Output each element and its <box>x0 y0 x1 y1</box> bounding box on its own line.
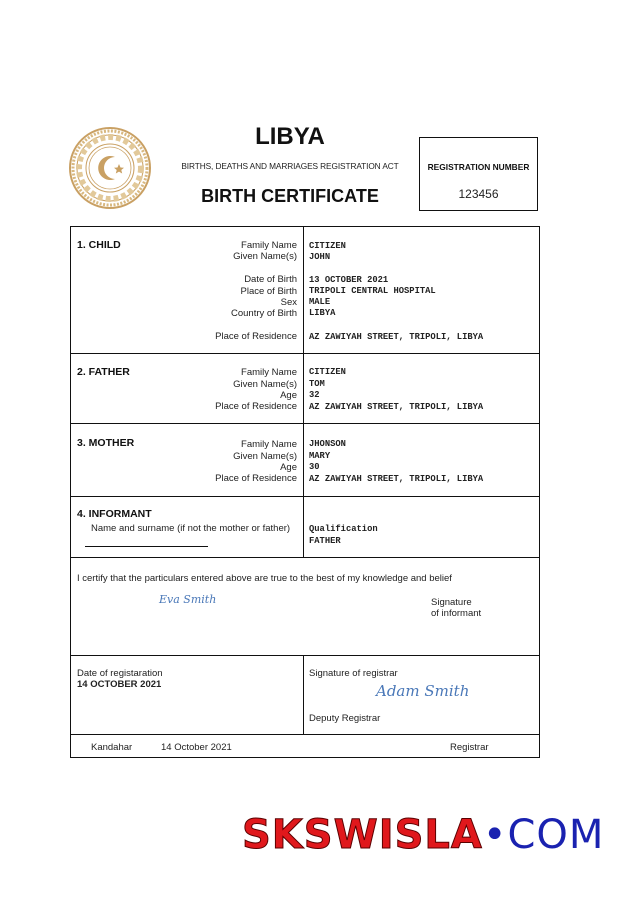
registration-act: BIRTHS, DEATHS AND MARRIAGES REGISTRATION ACT <box>181 161 399 171</box>
informant-signature: Eva Smith <box>159 593 217 606</box>
child-residence-label: Place of Residence <box>215 331 297 342</box>
divider <box>71 353 539 354</box>
informant-name-label: Name and surname (if not the mother or father) <box>91 523 291 534</box>
footer-place: Kandahar <box>91 742 133 753</box>
registration-date-label: Date of registaration <box>77 668 163 679</box>
informant-name-line <box>85 546 208 547</box>
registration-number-label: REGISTRATION NUMBER <box>427 162 530 172</box>
father-residence-label: Place of Residence <box>215 401 297 412</box>
registrar-signature-label: Signature of registrar <box>309 668 398 679</box>
child-country-value: LIBYA <box>309 308 336 318</box>
watermark <box>242 812 604 858</box>
section-title-mother: 3. MOTHER <box>77 437 135 449</box>
child-given-name-value: JOHN <box>309 252 331 262</box>
mother-given-name-label: Given Name(s) <box>233 451 297 462</box>
registration-number-box <box>419 137 538 211</box>
father-age-label: Age <box>280 390 297 401</box>
child-given-name-label: Given Name(s) <box>233 251 297 262</box>
section-title-child: 1. CHILD <box>77 239 121 251</box>
mother-family-name-label: Family Name <box>241 439 297 450</box>
section-title-informant: 4. INFORMANT <box>77 508 152 520</box>
footer-date: 14 October 2021 <box>161 742 232 753</box>
father-given-name-label: Given Name(s) <box>233 379 297 390</box>
registrar-signature: Adam Smith <box>376 682 470 700</box>
father-age-value: 32 <box>309 390 320 400</box>
father-given-name-value: TOM <box>309 379 325 389</box>
section-title-father: 2. FATHER <box>77 366 130 378</box>
mother-age-label: Age <box>280 462 297 473</box>
mother-residence-value: AZ ZAWIYAH STREET, TRIPOLI, LIBYA <box>309 474 484 484</box>
child-pob-label: Place of Birth <box>240 286 297 297</box>
column-divider <box>303 227 304 558</box>
certification-statement: I certify that the particulars entered above are true to the best of my knowledge and belief <box>77 573 452 584</box>
father-family-name-value: CITIZEN <box>309 367 346 377</box>
child-pob-value: TRIPOLI CENTRAL HOSPITAL <box>309 286 436 296</box>
divider <box>71 655 539 656</box>
child-dob-label: Date of Birth <box>244 274 297 285</box>
mother-given-name-value: MARY <box>309 451 331 461</box>
libya-seal-icon <box>69 127 151 209</box>
divider <box>71 423 539 424</box>
child-family-name-value: CITIZEN <box>309 241 346 251</box>
qualification-label: Qualification <box>309 524 378 534</box>
child-country-label: Country of Birth <box>231 308 297 319</box>
watermark-brand: SKSWISLA <box>242 812 483 858</box>
child-dob-value: 13 OCTOBER 2021 <box>309 275 389 285</box>
divider <box>71 557 539 558</box>
registration-number-value: 123456 <box>458 187 499 201</box>
mother-age-value: 30 <box>309 462 320 472</box>
signature-label-line1: Signature <box>431 597 472 608</box>
child-sex-label: Sex <box>280 297 297 308</box>
watermark-tld: COM <box>507 812 605 858</box>
mother-residence-label: Place of Residence <box>215 473 297 484</box>
footer-role: Registrar <box>450 742 489 753</box>
divider <box>71 496 539 497</box>
mother-family-name-value: JHONSON <box>309 439 346 449</box>
document-title: BIRTH CERTIFICATE <box>201 186 379 206</box>
child-sex-value: MALE <box>309 297 331 307</box>
watermark-dot: • <box>482 812 508 858</box>
divider <box>71 734 539 735</box>
father-family-name-label: Family Name <box>241 367 297 378</box>
child-residence-value: AZ ZAWIYAH STREET, TRIPOLI, LIBYA <box>309 332 484 342</box>
signature-label-line2: of informant <box>431 608 482 619</box>
deputy-registrar-label: Deputy Registrar <box>309 713 381 724</box>
registration-date-value: 14 OCTOBER 2021 <box>77 679 162 690</box>
certificate-form <box>70 226 540 758</box>
qualification-value: FATHER <box>309 536 341 546</box>
country-title: LIBYA <box>255 123 325 150</box>
father-residence-value: AZ ZAWIYAH STREET, TRIPOLI, LIBYA <box>309 402 484 412</box>
column-divider <box>303 655 304 735</box>
child-family-name-label: Family Name <box>241 240 297 251</box>
